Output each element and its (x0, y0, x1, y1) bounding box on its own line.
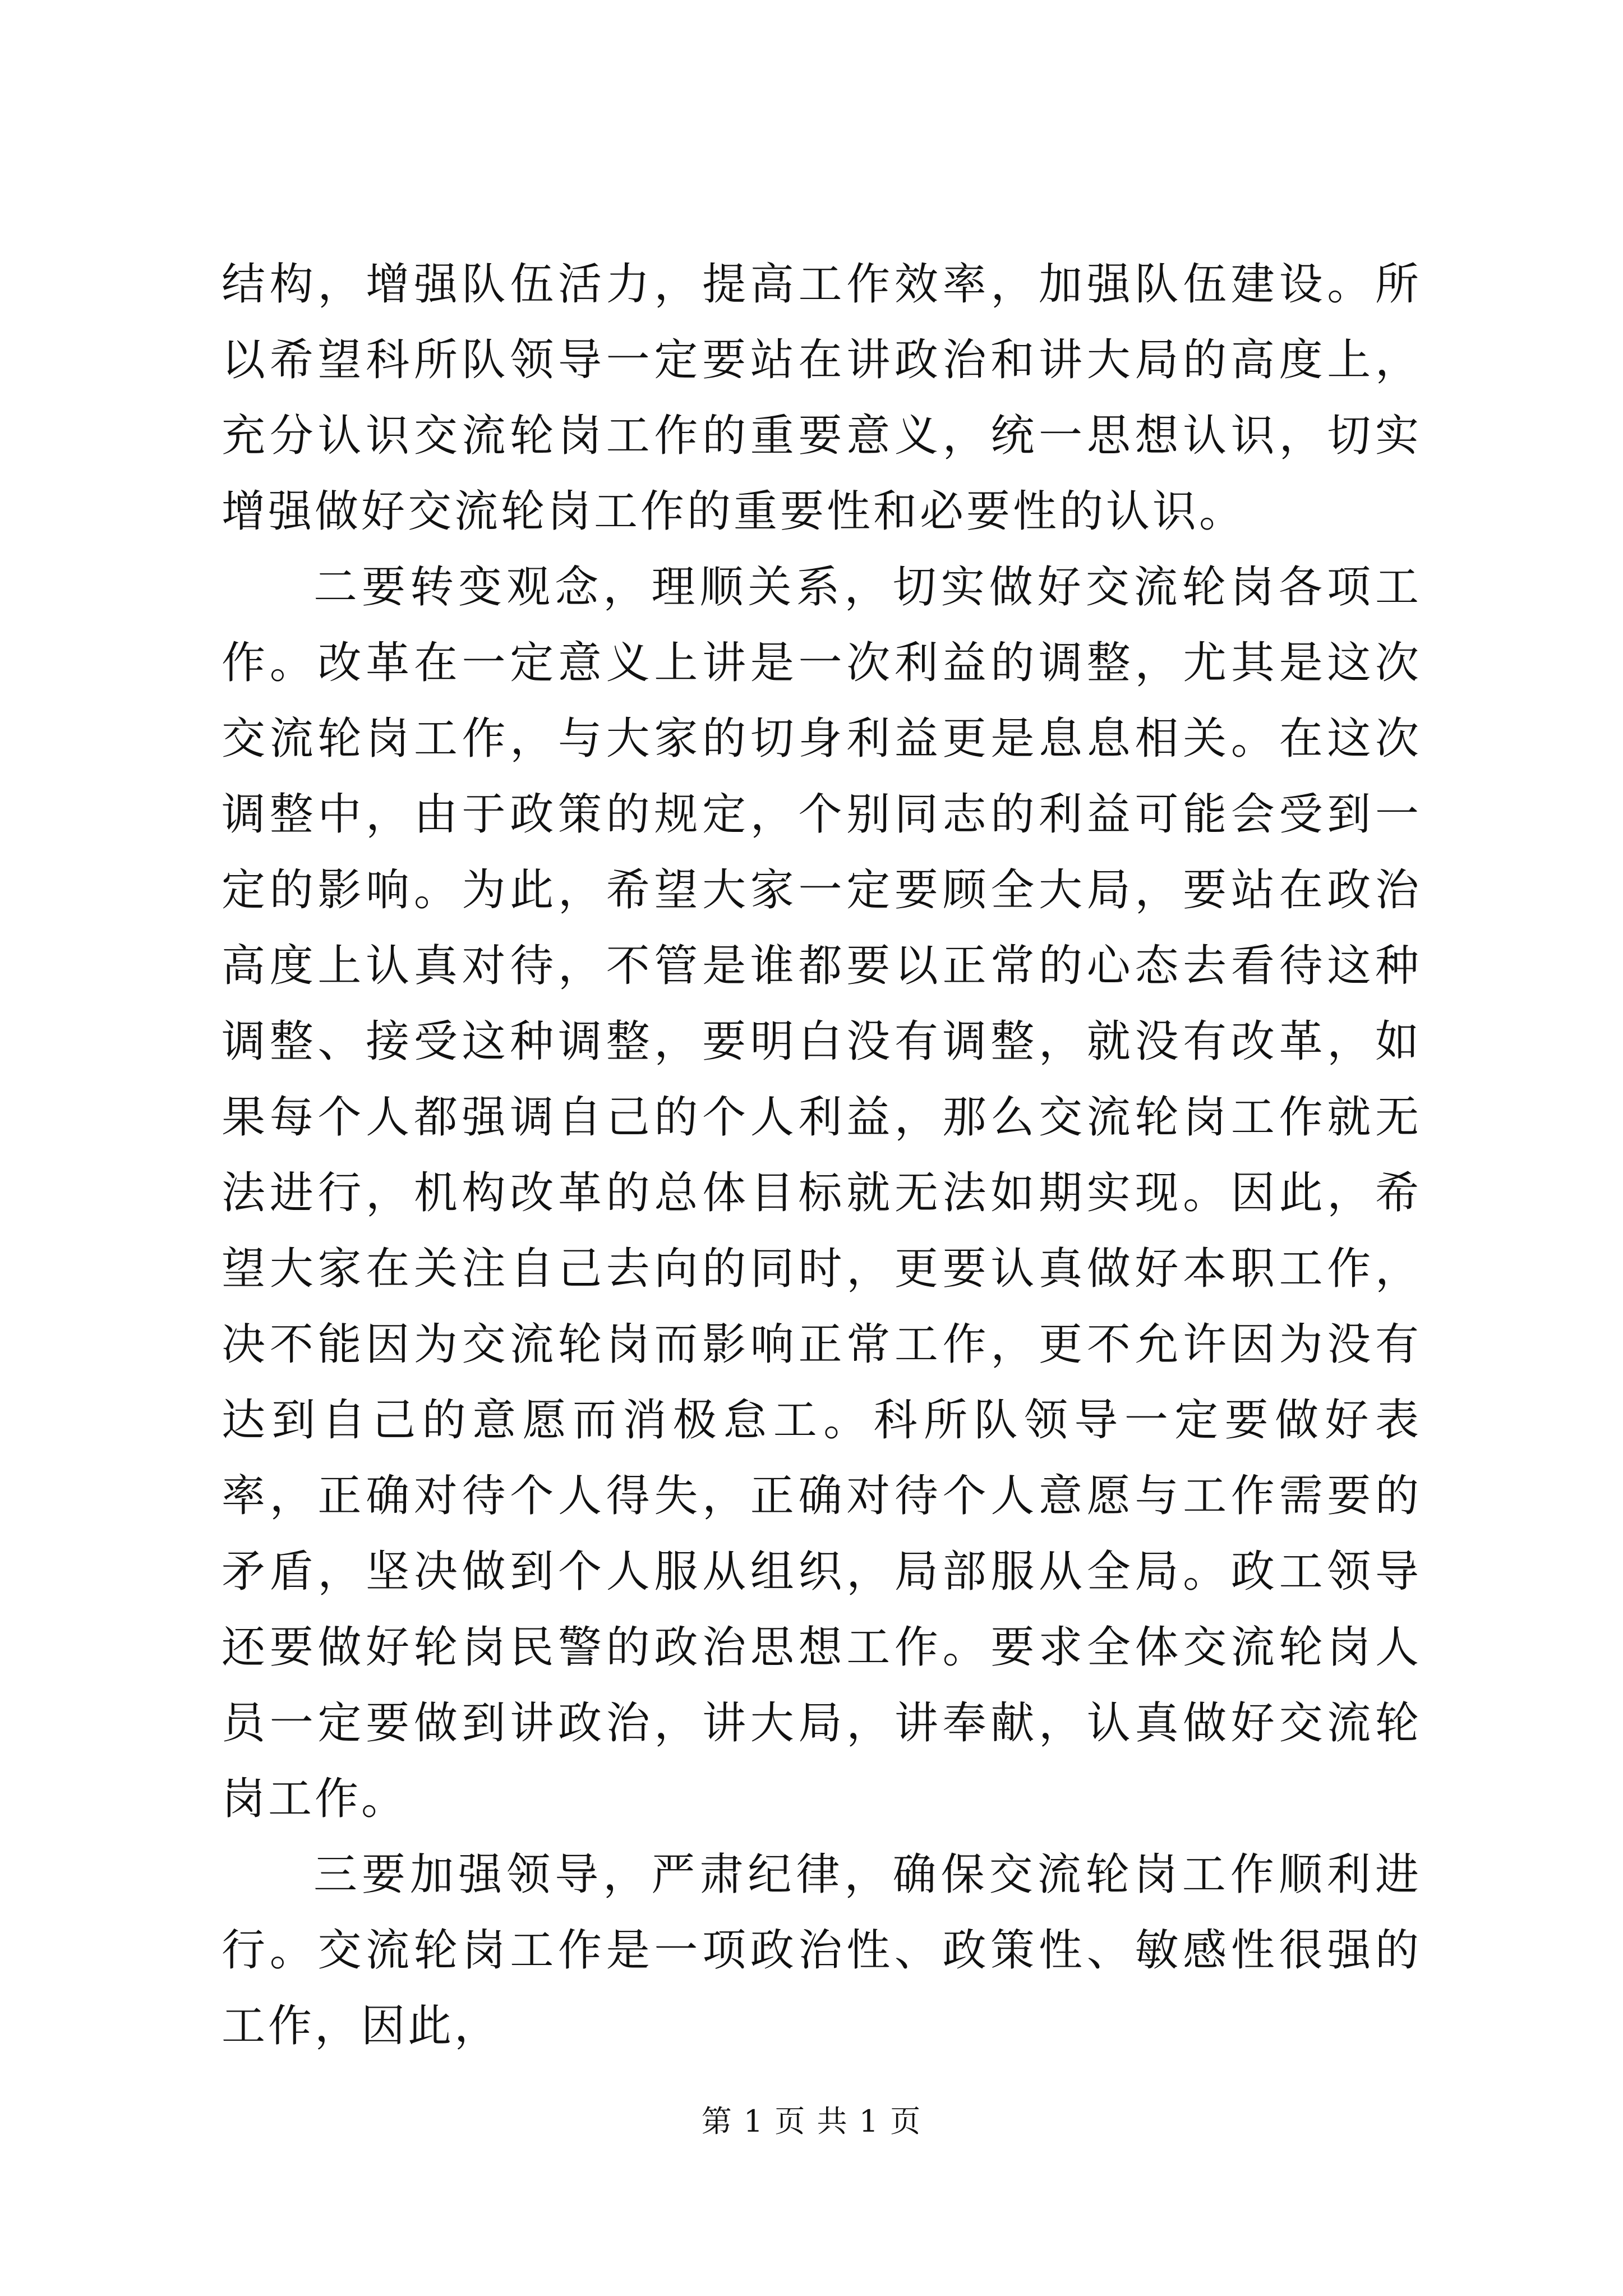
page-number-footer: 第 1 页 共 1 页 (701, 2104, 922, 2139)
paragraph-2: 二要转变观念，理顺关系，切实做好交流轮岗各项工作。改革在一定意义上讲是一次利益的调整，尤其是这次交流轮岗工作，与大家的切身利益更是息息相关。在这次调整中，由于政策的规定，个别同志的利益可能会受到一定的影响。为此，希望大家一定要顾全大局，要站在政治高度上认真对待，不管是谁都要以正常的心态去看待这种调整、接受这种调整，要明白没有调整，就没有改革，如果每个人都强调自己的个人利益，那么交流轮岗工作就无法进行，机构改革的总体目标就无法如期实现。因此，希望大家在关注自己去向的同时，更要认真做好本职工作，决不能因为交流轮岗而影响正常工作，更不允许因为没有达到自己的意愿而消极怠工。科所队领导一定要做好表率，正确对待个人得失，正确对待个人意愿与工作需要的矛盾，坚决做到个人服从组织，局部服从全局。政工领导还要做好轮岗民警的政治思想工作。要求全体交流轮岗人员一定要做到讲政治，讲大局，讲奉献，认真做好交流轮岗工作。 (222, 562, 1422, 1824)
document-body (222, 247, 1422, 2064)
paragraph-3: 三要加强领导，严肃纪律，确保交流轮岗工作顺利进行。交流轮岗工作是一项政治性、政策性、敏感性很强的工作，因此， (222, 1849, 1422, 2051)
paragraph-1: 结构，增强队伍活力，提高工作效率，加强队伍建设。所以希望科所队领导一定要站在讲政治和讲大局的高度上，充分认识交流轮岗工作的重要意义，统一思想认识，切实增强做好交流轮岗工作的重要性和必要性的认识。 (222, 259, 1422, 537)
